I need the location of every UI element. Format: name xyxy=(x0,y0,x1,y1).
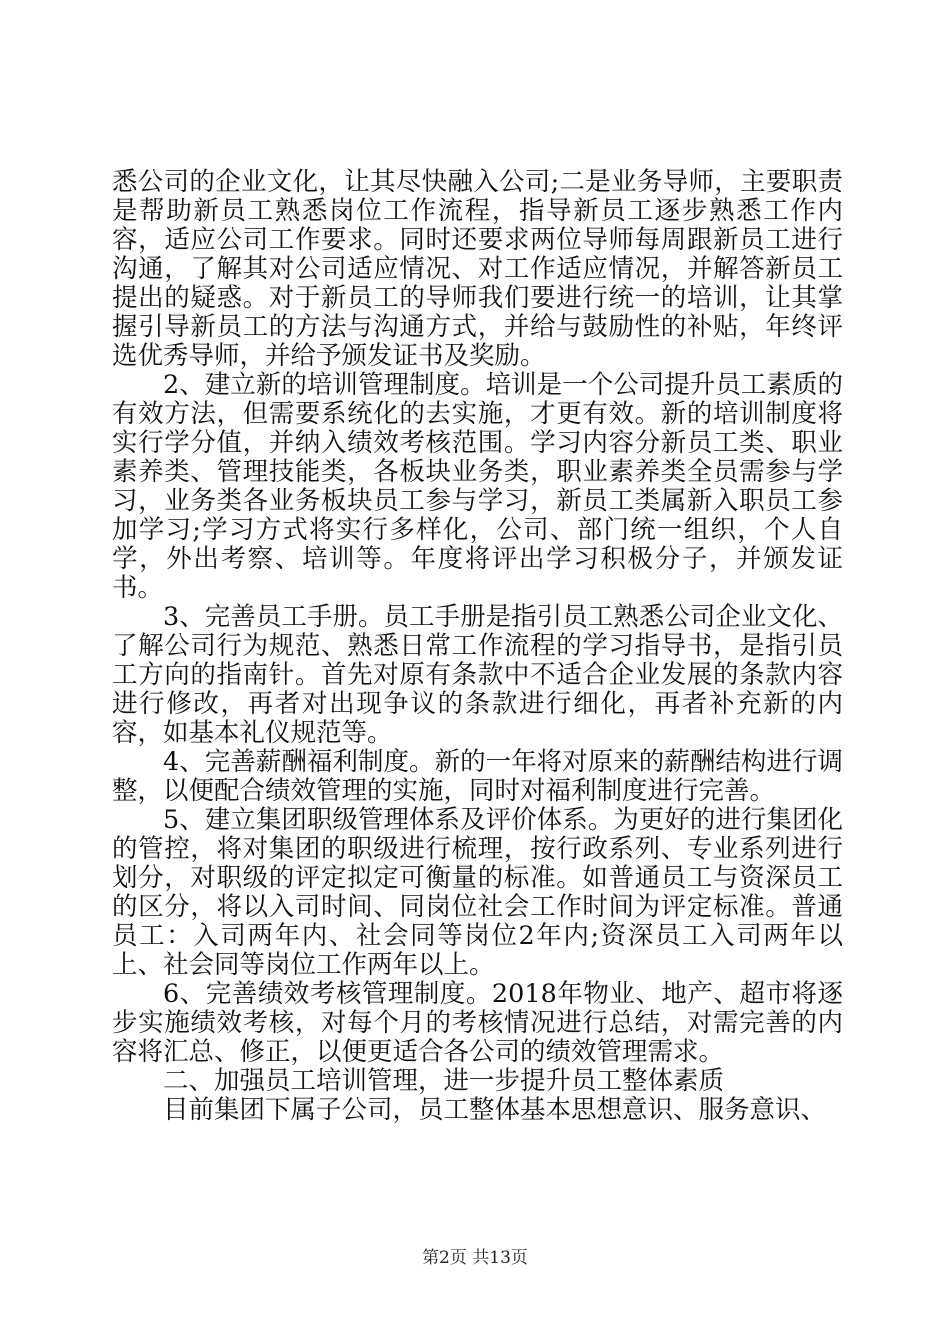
page-footer: 第2页 共13页 xyxy=(422,1248,528,1268)
paragraph-mentor-continuation: 悉公司的企业文化，让其尽快融入公司;二是业务导师，主要职责是帮助新员工熟悉岗位工作流程，指导新员工逐步熟悉工作内容，适应公司工作要求。同时还要求两位导师每周跟新员工进行沟通，了解其对公司适应情况、对工作适应情况，并解答新员工提出的疑惑。对于新员工的导师我们要进行统一的培训，让其掌握引导新员工的方法与沟通方式，并给与鼓励性的补贴，年终评选优秀导师，并给予颁发证书及奖励。 xyxy=(112,167,843,371)
paragraph-job-grade-system: 5、建立集团职级管理体系及评价体系。为更好的进行集团化的管控，将对集团的职级进行梳理，按行政系列、专业系列进行划分，对职级的评定拟定可衡量的标准。如普通员工与资深员工的区分，将以入司时间、同岗位社会工作时间为评定标准。普通员工：入司两年内、社会同等岗位2年内;资深员工入司两年以上、社会同等岗位工作两年以上。 xyxy=(112,805,843,980)
paragraph-compensation: 4、完善薪酬福利制度。新的一年将对原来的薪酬结构进行调整，以便配合绩效管理的实施，同时对福利制度进行完善。 xyxy=(112,747,843,806)
paragraph-performance-appraisal: 6、完善绩效考核管理制度。2018年物业、地产、超市将逐步实施绩效考核，对每个月的考核情况进行总结，对需完善的内容将汇总、修正，以便更适合各公司的绩效管理需求。 xyxy=(112,979,843,1067)
document-body xyxy=(112,168,843,1125)
paragraph-current-status: 目前集团下属子公司，员工整体基本思想意识、服务意识、 xyxy=(163,1095,827,1125)
paragraph-training-system: 2、建立新的培训管理制度。培训是一个公司提升员工素质的有效方法，但需要系统化的去实施，才更有效。新的培训制度将实行学分值，并纳入绩效考核范围。学习内容分新员工类、职业素养类、管理技能类，各板块业务类，职业素养类全员需参与学习，业务类各业务板块员工参与学习，新员工类属新入职员工参加学习;学习方式将实行多样化，公司、部门统一组织，个人自学，外出考察、培训等。年度将评出学习积极分子，并颁发证书。 xyxy=(112,370,843,603)
paragraph-employee-handbook: 3、完善员工手册。员工手册是指引员工熟悉公司企业文化、了解公司行为规范、熟悉日常工作流程的学习指导书，是指引员工方向的指南针。首先对原有条款中不适合企业发展的条款内容进行修改，再者对出现争议的条款进行细化，再者补充新的内容，如基本礼仪规范等。 xyxy=(112,602,843,748)
section-heading-training: 二、加强员工培训管理，进一步提升员工整体素质 xyxy=(163,1066,725,1096)
